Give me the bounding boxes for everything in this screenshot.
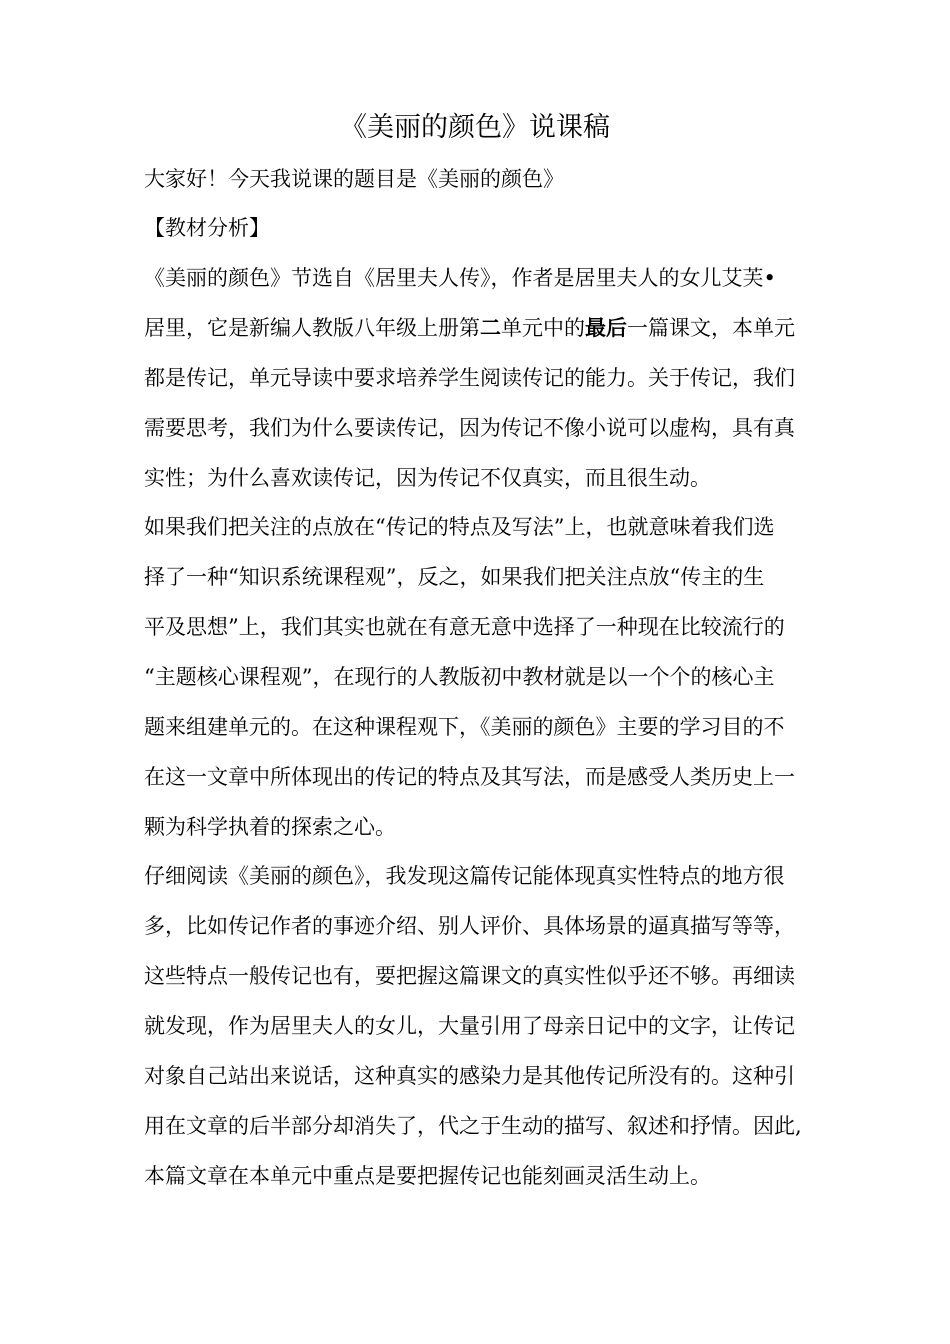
paragraph-line: 择了一种“知识系统课程观”，反之，如果我们把关注点放“传主的生: [144, 565, 765, 589]
paragraph-line: 需要思考，我们为什么要读传记，因为传记不像小说可以虚构，具有真: [144, 416, 795, 440]
paragraph-line: 本篇文章在本单元中重点是要把握传记也能刻画灵活生动上。: [144, 1164, 711, 1188]
paragraph-line: 就发现，作为居里夫人的女儿，大量引用了母亲日记中的文字，让传记: [144, 1014, 795, 1038]
paragraph-line: 对象自己站出来说话，这种真实的感染力是其他传记所没有的。这种引: [144, 1064, 795, 1088]
paragraph-line: 用在文章的后半部分却消失了，代之于生动的描写、叙述和抒情。因此,: [144, 1114, 802, 1138]
text-segment: 一篇课文，本单元: [627, 316, 795, 340]
paragraph-line: 都是传记，单元导读中要求培养学生阅读传记的能力。关于传记，我们: [144, 366, 795, 390]
bold-text: 二: [480, 315, 501, 340]
paragraph-line: 《美丽的颜色》节选自《居里夫人传》，作者是居里夫人的女儿艾芙•: [144, 266, 776, 290]
paragraph-line: 题来组建单元的。在这种课程观下，《美丽的颜色》主要的学习目的不: [144, 715, 785, 739]
paragraph-line: 在这一文章中所体现出的传记的特点及其写法，而是感受人类历史上一: [144, 765, 795, 789]
text-segment: 居里，它是新编人教版八年级上册第: [144, 316, 480, 340]
greeting-line: 大家好！今天我说课的题目是《美丽的颜色》: [144, 167, 564, 191]
text-segment: 单元中的: [501, 316, 585, 340]
paragraph-line: “主题核心课程观”，在现行的人教版初中教材就是以一个个的核心主: [144, 665, 775, 689]
paragraph-line: 颗为科学执着的探索之心。: [144, 815, 396, 839]
bold-text: 最后: [585, 315, 627, 340]
paragraph-line: 平及思想”上，我们其实也就在有意无意中选择了一种现在比较流行的: [144, 615, 785, 639]
paragraph-line: [144, 313, 795, 343]
paragraph-line: 仔细阅读《美丽的颜色》，我发现这篇传记能体现真实性特点的地方很: [144, 864, 785, 888]
paragraph-line: 如果我们把关注的点放在“传记的特点及写法”上，也就意味着我们选: [144, 515, 775, 539]
paragraph-line: 实性；为什么喜欢读传记，因为传记不仅真实，而且很生动。: [144, 466, 711, 490]
document-title: 《美丽的颜色》说课稿: [340, 112, 610, 143]
section-heading: 【教材分析】: [144, 216, 270, 240]
paragraph-line: 多，比如传记作者的事迹介绍、别人评价、具体场景的逼真描写等等，: [144, 914, 795, 938]
paragraph-line: 这些特点一般传记也有，要把握这篇课文的真实性似乎还不够。再细读: [144, 964, 795, 988]
